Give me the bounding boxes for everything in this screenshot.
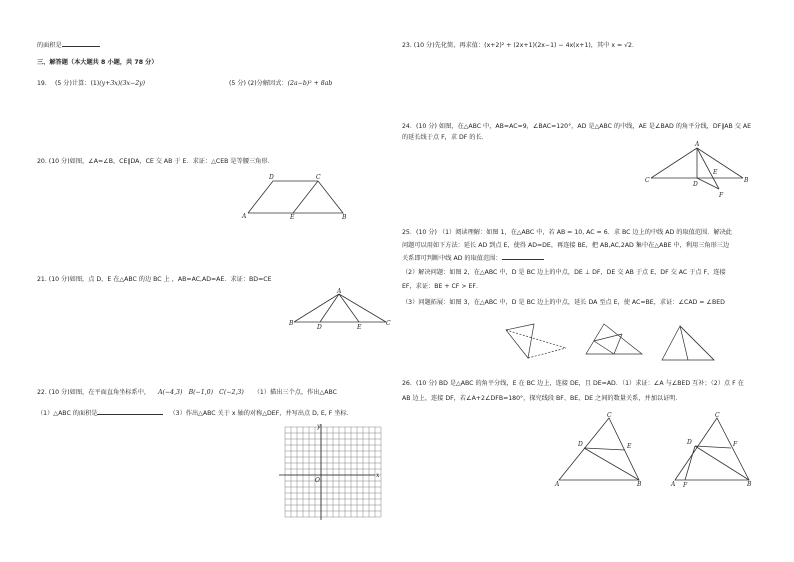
figure-20-parallelogram	[240, 172, 352, 222]
x-axis-label: x	[376, 472, 380, 479]
figure-21-triangle	[288, 290, 392, 330]
fig24-label-d: D	[693, 181, 698, 188]
fig21-label-a: A	[337, 288, 342, 295]
range-answer-blank	[502, 259, 544, 260]
question-22b: （1）△ABC 的面积是 （3）作出△ABC 关于 x 轴的对称△DEF，并写出点 D, E, F 坐标．	[37, 410, 353, 417]
question-24a: 24．(10 分) 如图，在△ABC 中，AB=AC=9，∠BAC=120°，AD 是△ABC 的中线，AE 是∠BAD 的角平分线，DF∥AB 交 AE	[402, 123, 751, 130]
question-19b: (5 分) (2)分解因式：(2a−b)² + 8ab	[229, 80, 333, 87]
fig20-label-c: C	[316, 174, 321, 181]
fig24-label-e: E	[713, 169, 718, 176]
question-25d: （2）解决问题：如图 2，在△ABC 中，D 是 BC 边上的中点，DE ⊥ DF，DE 交 AB 于点 E，DF 交 AC 于点 F，连接	[402, 269, 726, 276]
figure-26-1	[553, 412, 649, 488]
grid-lines	[285, 427, 381, 517]
fig26a-label-d: D	[578, 441, 583, 448]
fig21-label-c: C	[386, 320, 391, 327]
fig21-label-d: D	[317, 324, 322, 331]
question-23: 23. (10 分)先化简，再求值：(x+2)² + (2x+1)(2x−1) − 4x(x+1)，其中 x = √2．	[402, 42, 639, 49]
figure-25-2	[582, 320, 646, 368]
fig21-label-e: E	[357, 324, 362, 331]
question-25f: （3）问题拓展：如图 3，在△ABC 中，D 是 BC 边上的中点，延长 DA 至点 E，使 AC=BE，求证：∠CAD = ∠BED	[402, 299, 725, 306]
fig24-label-c: C	[645, 177, 650, 184]
fig26a-label-c: C	[607, 412, 612, 419]
fig26b-label-f-side: F	[733, 441, 738, 448]
q-continuation: 的面积是	[37, 42, 100, 50]
section-heading: 三、解答题（本大题共 8 小题，共 78 分）	[37, 59, 158, 66]
area-answer-blank	[97, 414, 163, 415]
question-26a: 26．(10 分) BD 是△ABC 的角平分线，E 在 BC 边上，连接 DE，且 DE=AD．（1）求证：∠A 与∠BED 互补；（2）点 F 在	[402, 380, 744, 387]
question-19a: 19. (5 分)计算：(1)(y+3x)(3x−2y)	[37, 80, 146, 87]
fig20-label-b: B	[342, 214, 347, 221]
y-axis-label: y	[317, 423, 321, 430]
question-22a: 22. (10 分)如图，在平面直角坐标系中， A(−4,3) B(−1,0) C(−2,3) （1）描出三个点，作出△ABC	[37, 389, 337, 396]
answer-blank	[62, 46, 100, 47]
fig26b-label-d: D	[687, 439, 692, 446]
question-24b: 的延长线于点 F，求 DF 的长．	[402, 134, 488, 141]
fig26b-label-b: B	[747, 481, 752, 488]
fig26a-label-b: B	[637, 481, 642, 488]
fig20-label-a: A	[242, 213, 247, 220]
question-25b: 问题可以用如下方法：延长 AD 到点 E，使得 AD=DE，再连接 BE，把 AB,AC,2AD 集中在△ABE 中，利用三角形三边	[402, 242, 730, 249]
fig26a-label-a: A	[555, 481, 560, 488]
origin-label: O	[315, 477, 320, 484]
fig26a-label-e: E	[627, 443, 632, 450]
question-25a: 25．(10 分) （1）阅读理解：如图 1，在△ABC 中，若 AB = 10, AC = 6．求 BC 边上的中线 AD 的取值范围．解决此	[402, 229, 732, 236]
fig24-label-a: A	[695, 141, 700, 148]
fig26b-label-c: C	[715, 412, 720, 419]
question-26b: AB 边上，连接 DF，若∠A+2∠DFB=180°，探究线段 BF、BE、DE 之间的数量关系，并加以证明．	[402, 395, 682, 402]
question-21: 21. (10 分)如图，点 D，E 在△ABC 的边 BC 上 ，AB=AC,AD=AE．求证：BD=CE	[37, 276, 272, 283]
coordinate-grid	[275, 422, 385, 522]
fig20-label-d: D	[269, 174, 274, 181]
fig24-label-b: B	[744, 177, 749, 184]
fig26b-label-f: F	[683, 482, 688, 489]
question-25c: 关系即可判断中线 AD 的取值范围：	[402, 255, 544, 263]
fig21-label-b: B	[289, 320, 294, 327]
fig20-label-e: E	[290, 214, 295, 221]
fig24-label-f: F	[719, 192, 724, 199]
figure-25-3	[658, 320, 720, 368]
fig26b-label-a: A	[671, 481, 676, 488]
figure-26-2	[669, 412, 759, 488]
figure-24-triangle	[643, 140, 755, 200]
question-25e: EF，求证：BE + CF > EF．	[402, 283, 483, 290]
figure-25-1	[502, 320, 574, 364]
question-20: 20. (10 分)如图，∠A=∠B，CE∥DA，CE 交 AB 于 E．求证：△CEB 是等腰三角形．	[37, 158, 274, 165]
